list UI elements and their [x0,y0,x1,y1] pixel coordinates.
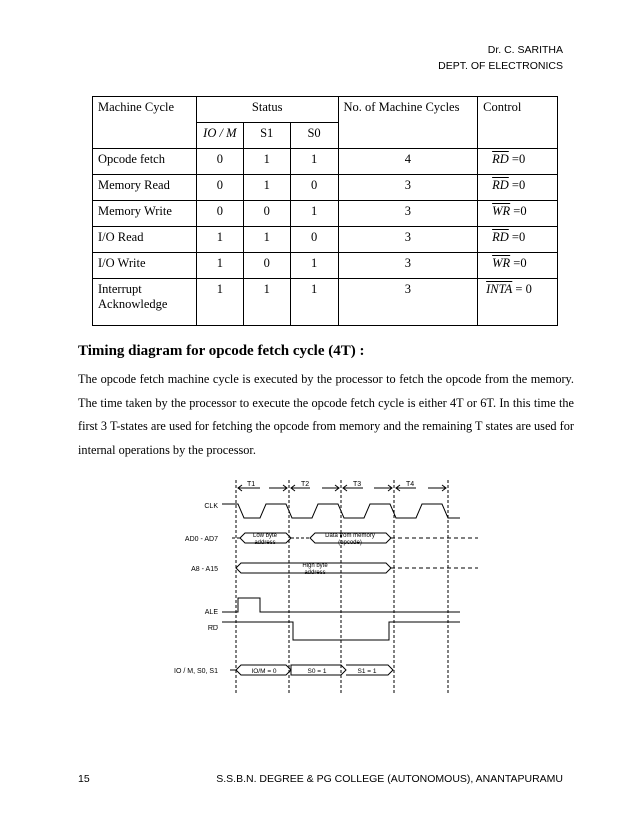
cell-io: 0 [196,201,243,227]
signal-ad-label: AD0 - AD7 [184,536,218,543]
cell-s1: 1 [243,227,290,253]
cell-control [478,253,558,279]
author-name: Dr. C. SARITHA [487,44,563,56]
s0-value-label: S0 = 1 [307,668,327,675]
section-heading: Timing diagram for opcode fetch cycle (4T) : [78,343,365,359]
cell-s1: 1 [243,279,290,326]
cell-s0: 1 [290,279,338,326]
cell-s1: 0 [243,201,290,227]
t3-label: T3 [353,481,362,488]
cell-io: 1 [196,279,243,326]
footer-college: S.S.B.N. DEGREE & PG COLLEGE (AUTONOMOUS), ANANTAPURAMU [216,773,563,785]
cell-io: 1 [196,253,243,279]
cell-cycles: 3 [338,201,478,227]
table-row [93,201,558,227]
cell-s1: 1 [243,149,290,175]
table-row [93,227,558,253]
cell-cycles: 4 [338,149,478,175]
table-header-row [93,97,558,123]
low-byte-label: Low byte [252,533,278,539]
cell-control [478,227,558,253]
signal-clk-label: CLK [204,503,218,510]
cell-name: I/O Read [93,227,197,253]
cell-name: Memory Read [93,175,197,201]
control-signal: $\overline{RD}$ [492,152,509,166]
cell-name: Memory Write [93,201,197,227]
t2-label: T2 [301,481,310,488]
department: DEPT. OF ELECTRONICS [438,60,563,72]
control-eq: =0 [510,256,527,270]
control-signal: $\overline{RD}$ [492,178,509,192]
table-row [93,279,558,326]
header-s0: S0 [290,123,338,149]
cell-cycles: 3 [338,279,478,326]
opcode-label: (opcode) [338,540,362,546]
signal-rd-label: RD [207,625,218,632]
control-signal: $\overline{WR}$ [492,256,511,270]
header-io-m: IO / M [196,123,243,149]
io-m-value-label: IO/M = 0 [251,668,277,675]
cell-s0: 1 [290,253,338,279]
high-byte-label: High byte [302,563,328,569]
control-eq: =0 [508,230,526,244]
cell-control [478,175,558,201]
section-paragraph: The opcode fetch machine cycle is executed by the processor to fetch the opcode from the memory. The time taken by the processor to execute the opcode fetch cycle is either 4T or 6T. In this time the first 3 T-states are used for fetching the opcode from memory and the remaining T states are used for internal operations by the processor. [78,372,574,457]
control-eq: = 0 [512,282,532,296]
cell-s1: 1 [243,175,290,201]
t1-label: T1 [247,481,256,488]
control-signal: $\overline{RD}$ [492,230,509,244]
cell-s0: 0 [290,175,338,201]
page-number: 15 [78,773,90,785]
header-control: Control [478,97,558,149]
t4-label: T4 [406,481,415,488]
control-signal: $\overline{WR}$ [492,204,511,218]
table-row [93,253,558,279]
signal-ale-label: ALE [204,609,218,616]
table-row [93,149,558,175]
table-row [93,175,558,201]
signal-io-label: IO / M, S0, S1 [174,668,218,675]
cell-io: 0 [196,149,243,175]
control-eq: =0 [508,152,526,166]
control-signal: INTA [486,282,513,296]
cell-name: I/O Write [93,253,197,279]
high-byte-address-label: address [304,570,326,576]
page-header [438,42,563,74]
cell-control [478,149,558,175]
cell-cycles: 3 [338,227,478,253]
cell-name: Interrupt Acknowledge [93,279,197,326]
cell-cycles: 3 [338,253,478,279]
control-eq: =0 [508,178,526,192]
cell-control [478,279,558,326]
cell-io: 1 [196,227,243,253]
header-machine-cycle: Machine Cycle [93,97,197,149]
cell-s0: 1 [290,149,338,175]
cell-s0: 1 [290,201,338,227]
low-byte-address-label: address [254,540,276,546]
machine-cycle-table [92,96,558,326]
data-from-memory-label: Data from memory [325,533,375,539]
cell-control [478,201,558,227]
cell-cycles: 3 [338,175,478,201]
cell-s0: 0 [290,227,338,253]
control-eq: =0 [510,204,527,218]
timing-diagram [160,478,490,723]
signal-a-label: A8 - A15 [191,566,218,573]
header-status: Status [196,97,338,123]
cell-io: 0 [196,175,243,201]
s1-value-label: S1 = 1 [357,668,377,675]
header-s1: S1 [243,123,290,149]
cell-name: Opcode fetch [93,149,197,175]
cell-s1: 0 [243,253,290,279]
header-num-cycles: No. of Machine Cycles [338,97,478,149]
